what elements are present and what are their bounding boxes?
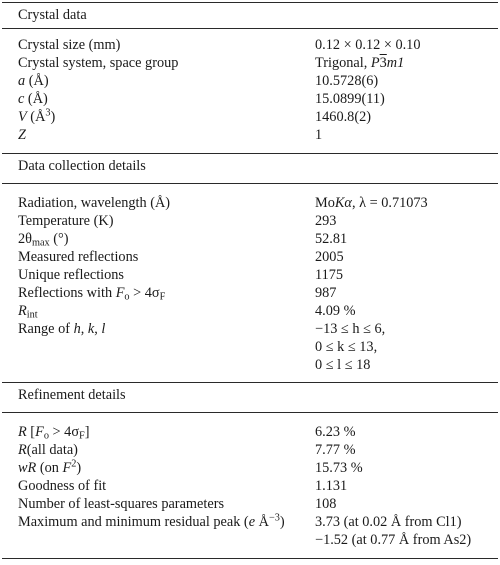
- table-row: [0, 194, 500, 212]
- row-value: −1.52 (at 0.77 Å from As2): [315, 532, 472, 548]
- row-label: Reflections with $F_o > 4\sigma_F$: [18, 285, 166, 303]
- table-row-continuation: [0, 356, 500, 374]
- row-value: 293: [315, 213, 337, 229]
- row-label: R $[F_o > 4\sigma_F]$: [18, 424, 90, 442]
- table-row: [0, 513, 500, 531]
- table-row: [0, 72, 500, 90]
- row-value: 0 ≤ k ≤ 13,: [315, 339, 378, 355]
- table-row: [0, 230, 500, 248]
- table-row: [0, 441, 500, 459]
- table-row-continuation: [0, 531, 500, 549]
- row-value: 7.77 %: [315, 442, 356, 458]
- row-label: a (Å): [18, 73, 49, 89]
- row-label: Z: [18, 127, 26, 143]
- row-label: $R_{int}$: [18, 303, 38, 321]
- section-rule: [2, 412, 498, 413]
- row-label: c (Å): [18, 91, 48, 107]
- table-row: [0, 477, 500, 495]
- row-label: Radiation, wavelength (Å): [18, 195, 171, 211]
- row-label: Unique reflections: [18, 267, 124, 283]
- table-row: [0, 284, 500, 302]
- row-value: 0.12 × 0.12 × 0.10: [315, 37, 421, 53]
- table-row: [0, 423, 500, 441]
- table-row: [0, 54, 500, 72]
- row-label: Crystal system, space group: [18, 55, 179, 71]
- section-title-data-collection: Data collection details: [18, 158, 146, 174]
- row-label: Goodness of fit: [18, 478, 107, 494]
- row-value: 6.23 %: [315, 424, 356, 440]
- row-label: $2\theta_{max}$ (°): [18, 231, 69, 249]
- row-value: 52.81: [315, 231, 348, 247]
- section-rule: [2, 153, 498, 154]
- row-value: MoKα, λ = 0.71073: [315, 195, 428, 211]
- table-row: [0, 248, 500, 266]
- table-row: [0, 302, 500, 320]
- section-title-crystal-data: Crystal data: [18, 7, 87, 23]
- top-rule: [2, 2, 498, 3]
- row-value: 10.5728(6): [315, 73, 379, 89]
- table-row: [0, 212, 500, 230]
- row-label: Maximum and minimum residual peak (e $Å^{-3}$): [18, 512, 285, 530]
- row-value: 1.131: [315, 478, 348, 494]
- row-label: R(all data): [18, 442, 78, 458]
- row-value: 15.73 %: [315, 460, 363, 476]
- section-rule: [2, 28, 498, 29]
- table-row: [0, 320, 500, 338]
- table-row: [0, 495, 500, 513]
- table-row-continuation: [0, 338, 500, 356]
- row-value: 15.0899(11): [315, 91, 385, 107]
- row-label: Measured reflections: [18, 249, 139, 265]
- row-label: Temperature (K): [18, 213, 114, 229]
- table-row: [0, 126, 500, 144]
- row-value: −13 ≤ h ≤ 6,: [315, 321, 386, 337]
- row-label: Number of least-squares parameters: [18, 496, 225, 512]
- row-value: 987: [315, 285, 337, 301]
- row-label: V $(Å^3)$: [18, 107, 56, 125]
- row-label: Range of h, k, l: [18, 321, 106, 337]
- row-value: 0 ≤ l ≤ 18: [315, 357, 371, 373]
- table-row: [0, 459, 500, 477]
- table-row: [0, 90, 500, 108]
- row-value: 108: [315, 496, 337, 512]
- row-value: 4.09 %: [315, 303, 356, 319]
- section-rule: [2, 382, 498, 383]
- bottom-rule: [2, 558, 498, 559]
- table-row: [0, 36, 500, 54]
- row-value: 3.73 (at 0.02 Å from Cl1): [315, 514, 462, 530]
- section-rule: [2, 183, 498, 184]
- row-value: 1: [315, 127, 323, 143]
- row-value: 1175: [315, 267, 344, 283]
- row-label: wR (on $F^2$): [18, 458, 82, 476]
- row-value: 1460.8(2): [315, 109, 371, 125]
- row-value: Trigonal, P3m1: [315, 55, 405, 71]
- table-row: [0, 108, 500, 126]
- section-title-refinement: Refinement details: [18, 387, 126, 403]
- row-value: 2005: [315, 249, 344, 265]
- table-row: [0, 266, 500, 284]
- row-label: Crystal size (mm): [18, 37, 121, 53]
